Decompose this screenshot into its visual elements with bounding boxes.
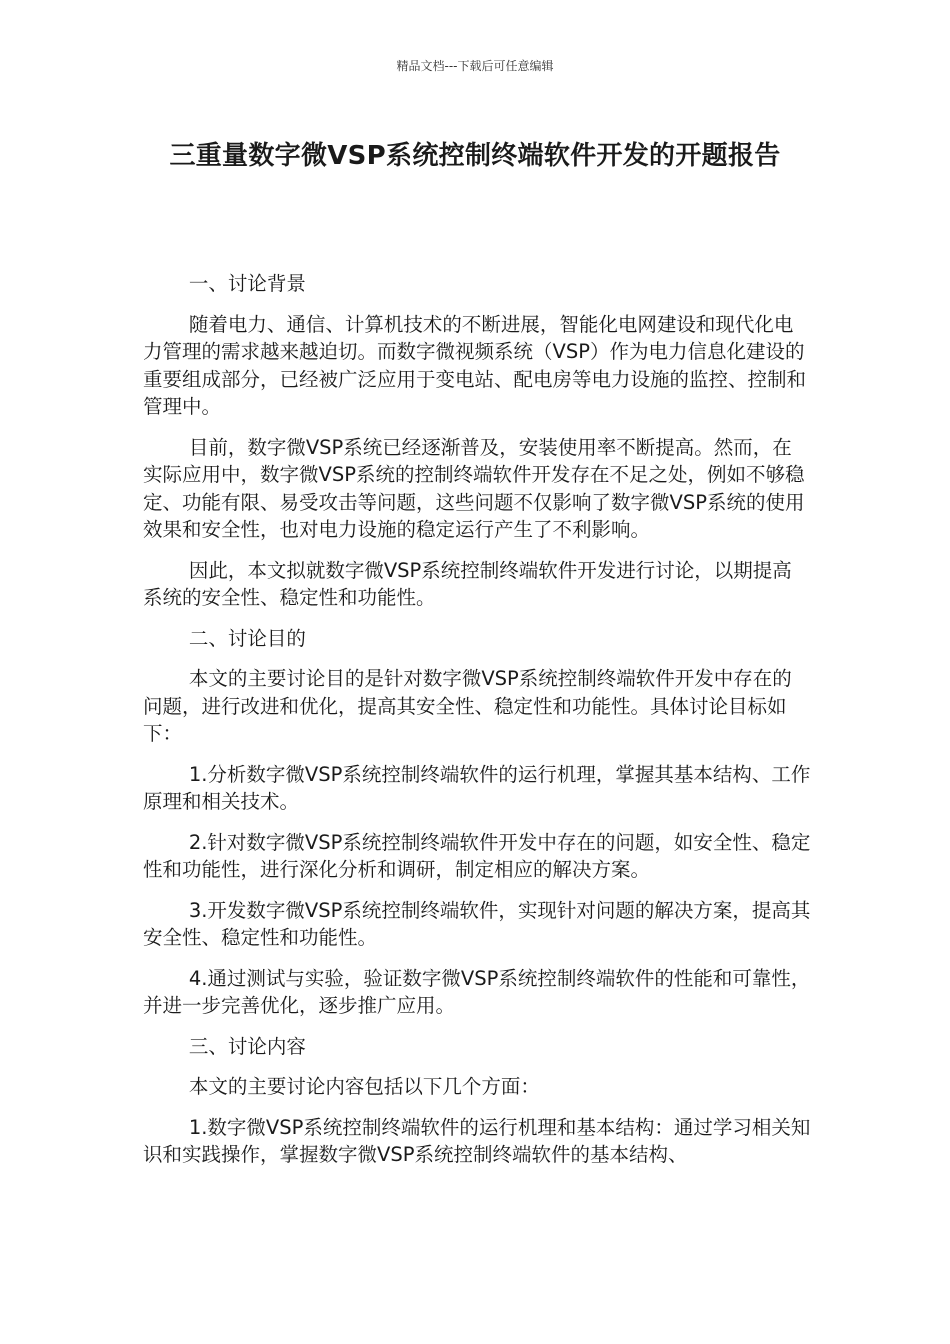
list-item: 1.分析数字微VSP系统控制终端软件的运行机理，掌握其基本结构、工作原理和相关技术。 [143,762,811,813]
list-item: 4.通过测试与实验，验证数字微VSP系统控制终端软件的性能和可靠性，并进一步完善优化，逐步推广应用。 [143,966,811,1017]
list-item: 2.针对数字微VSP系统控制终端软件开发中存在的问题，如安全性、稳定性和功能性，进行深化分析和调研，制定相应的解决方案。 [143,830,811,881]
paragraph: 随着电力、通信、计算机技术的不断进展，智能化电网建设和现代化电力管理的需求越来越迫切。而数字微视频系统（VSP）作为电力信息化建设的重要组成部分，已经被广泛应用于变电站、配电房等电力设施的监控、控制和管理中。 [143,312,807,418]
section-heading: 三、讨论内容 [188,1034,306,1058]
document-title: 三重量数字微VSP系统控制终端软件开发的开题报告 [169,141,781,171]
paragraph: 目前，数字微VSP系统已经逐渐普及，安装使用率不断提高。然而，在实际应用中，数字微VSP系统的控制终端软件开发存在不足之处，例如不够稳定、功能有限、易受攻击等问题，这些问题不仅影响了数字微VSP系统的使用效果和安全性，也对电力设施的稳定运行产生了不利影响。 [143,435,805,541]
page-header-note: 精品文档---下载后可任意编辑 [396,59,554,73]
section-heading: 二、讨论目的 [188,626,306,650]
list-item: 3.开发数字微VSP系统控制终端软件，实现针对问题的解决方案，提高其安全性、稳定性和功能性。 [143,898,811,949]
document-body [143,270,811,1182]
paragraph: 因此，本文拟就数字微VSP系统控制终端软件开发进行讨论，以期提高系统的安全性、稳定性和功能性。 [143,558,792,609]
section-heading: 一、讨论背景 [188,272,306,295]
list-item: 1.数字微VSP系统控制终端软件的运行机理和基本结构：通过学习相关知识和实践操作，掌握数字微VSP系统控制终端软件的基本结构、 [143,1115,811,1166]
paragraph: 本文的主要讨论目的是针对数字微VSP系统控制终端软件开发中存在的问题，进行改进和优化，提高其安全性、稳定性和功能性。具体讨论目标如下： [143,667,792,745]
paragraph: 本文的主要讨论内容包括以下几个方面： [188,1075,540,1098]
